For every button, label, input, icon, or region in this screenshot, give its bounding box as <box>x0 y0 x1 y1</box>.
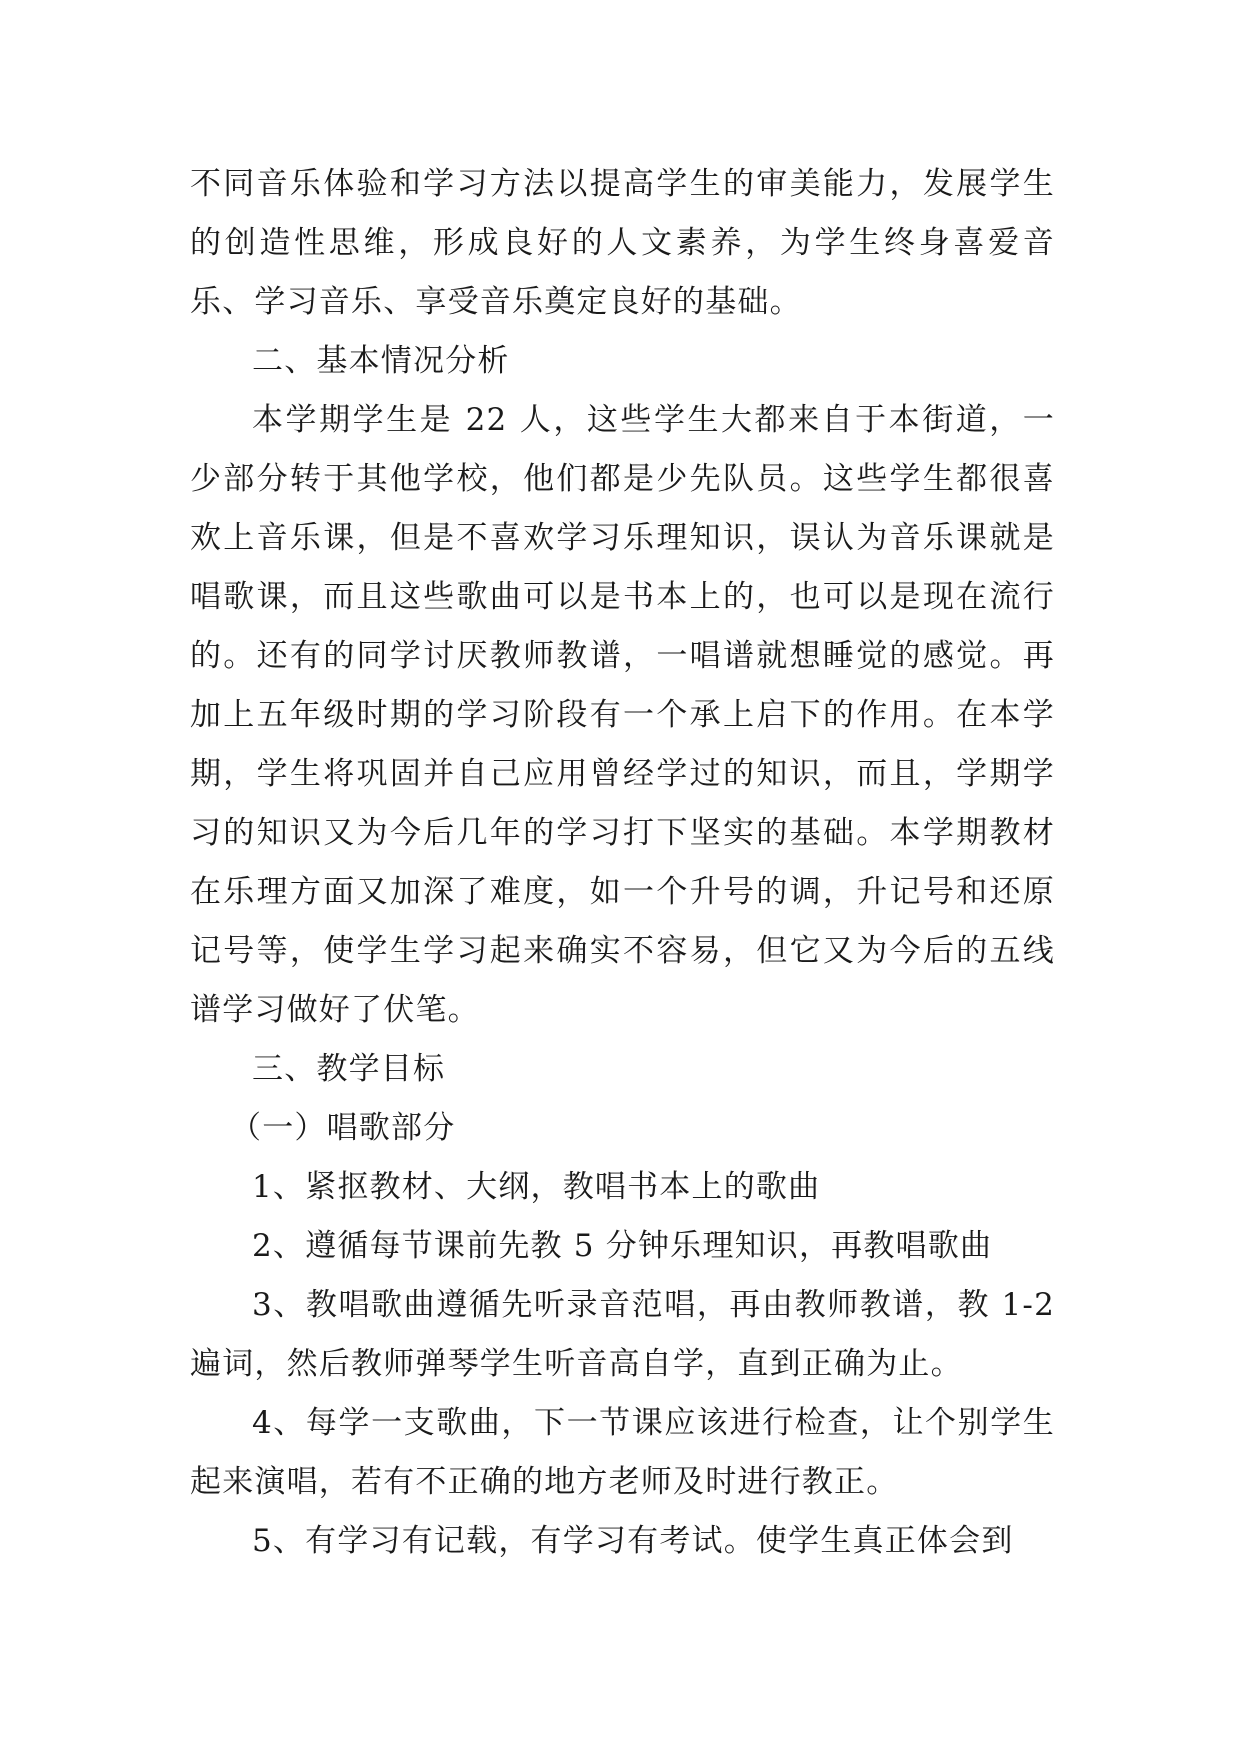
list-item-4: 4、每学一支歌曲，下一节课应该进行检查，让个别学生起来演唱，若有不正确的地方老师及时进行教正。 <box>190 1405 1055 1500</box>
section-heading-basic-situation: 二、基本情况分析 <box>252 343 510 379</box>
paragraph-situation-analysis: 本学期学生是 22 人，这些学生大都来自于本街道，一少部分转于其他学校，他们都是少先队员。这些学生都很喜欢上音乐课，但是不喜欢学习乐理知识，误认为音乐课就是唱歌课，而且这些歌曲可以是书本上的，也可以是现在流行的。还有的同学讨厌教师教谱，一唱谱就想睡觉的感觉。再加上五年级时期的学习阶段有一个承上启下的作用。在本学期，学生将巩固并自己应用曾经学过的知识，而且，学期学习的知识又为今后几年的学习打下坚实的基础。本学期教材在乐理方面又加深了难度，如一个升号的调，升记号和还原记号等，使学生学习起来确实不容易，但它又为今后的五线谱学习做好了伏笔。 <box>190 402 1055 1028</box>
document-page <box>190 155 1055 1571</box>
paragraph-intro-continuation: 不同音乐体验和学习方法以提高学生的审美能力，发展学生的创造性思维，形成良好的人文素养，为学生终身喜爱音乐、学习音乐、享受音乐奠定良好的基础。 <box>190 166 1055 320</box>
subsection-heading-singing: （一）唱歌部分 <box>230 1110 456 1146</box>
list-item-5: 5、有学习有记载，有学习有考试。使学生真正体会到 <box>252 1523 1014 1559</box>
list-item-3: 3、教唱歌曲遵循先听录音范唱，再由教师教谱，教 1-2 遍词，然后教师弹琴学生听音高自学，直到正确为止。 <box>190 1287 1055 1382</box>
section-heading-teaching-goals: 三、教学目标 <box>252 1051 446 1087</box>
list-item-1: 1、紧抠教材、大纲，教唱书本上的歌曲 <box>252 1169 821 1205</box>
list-item-2: 2、遵循每节课前先教 5 分钟乐理知识，再教唱歌曲 <box>252 1228 993 1264</box>
